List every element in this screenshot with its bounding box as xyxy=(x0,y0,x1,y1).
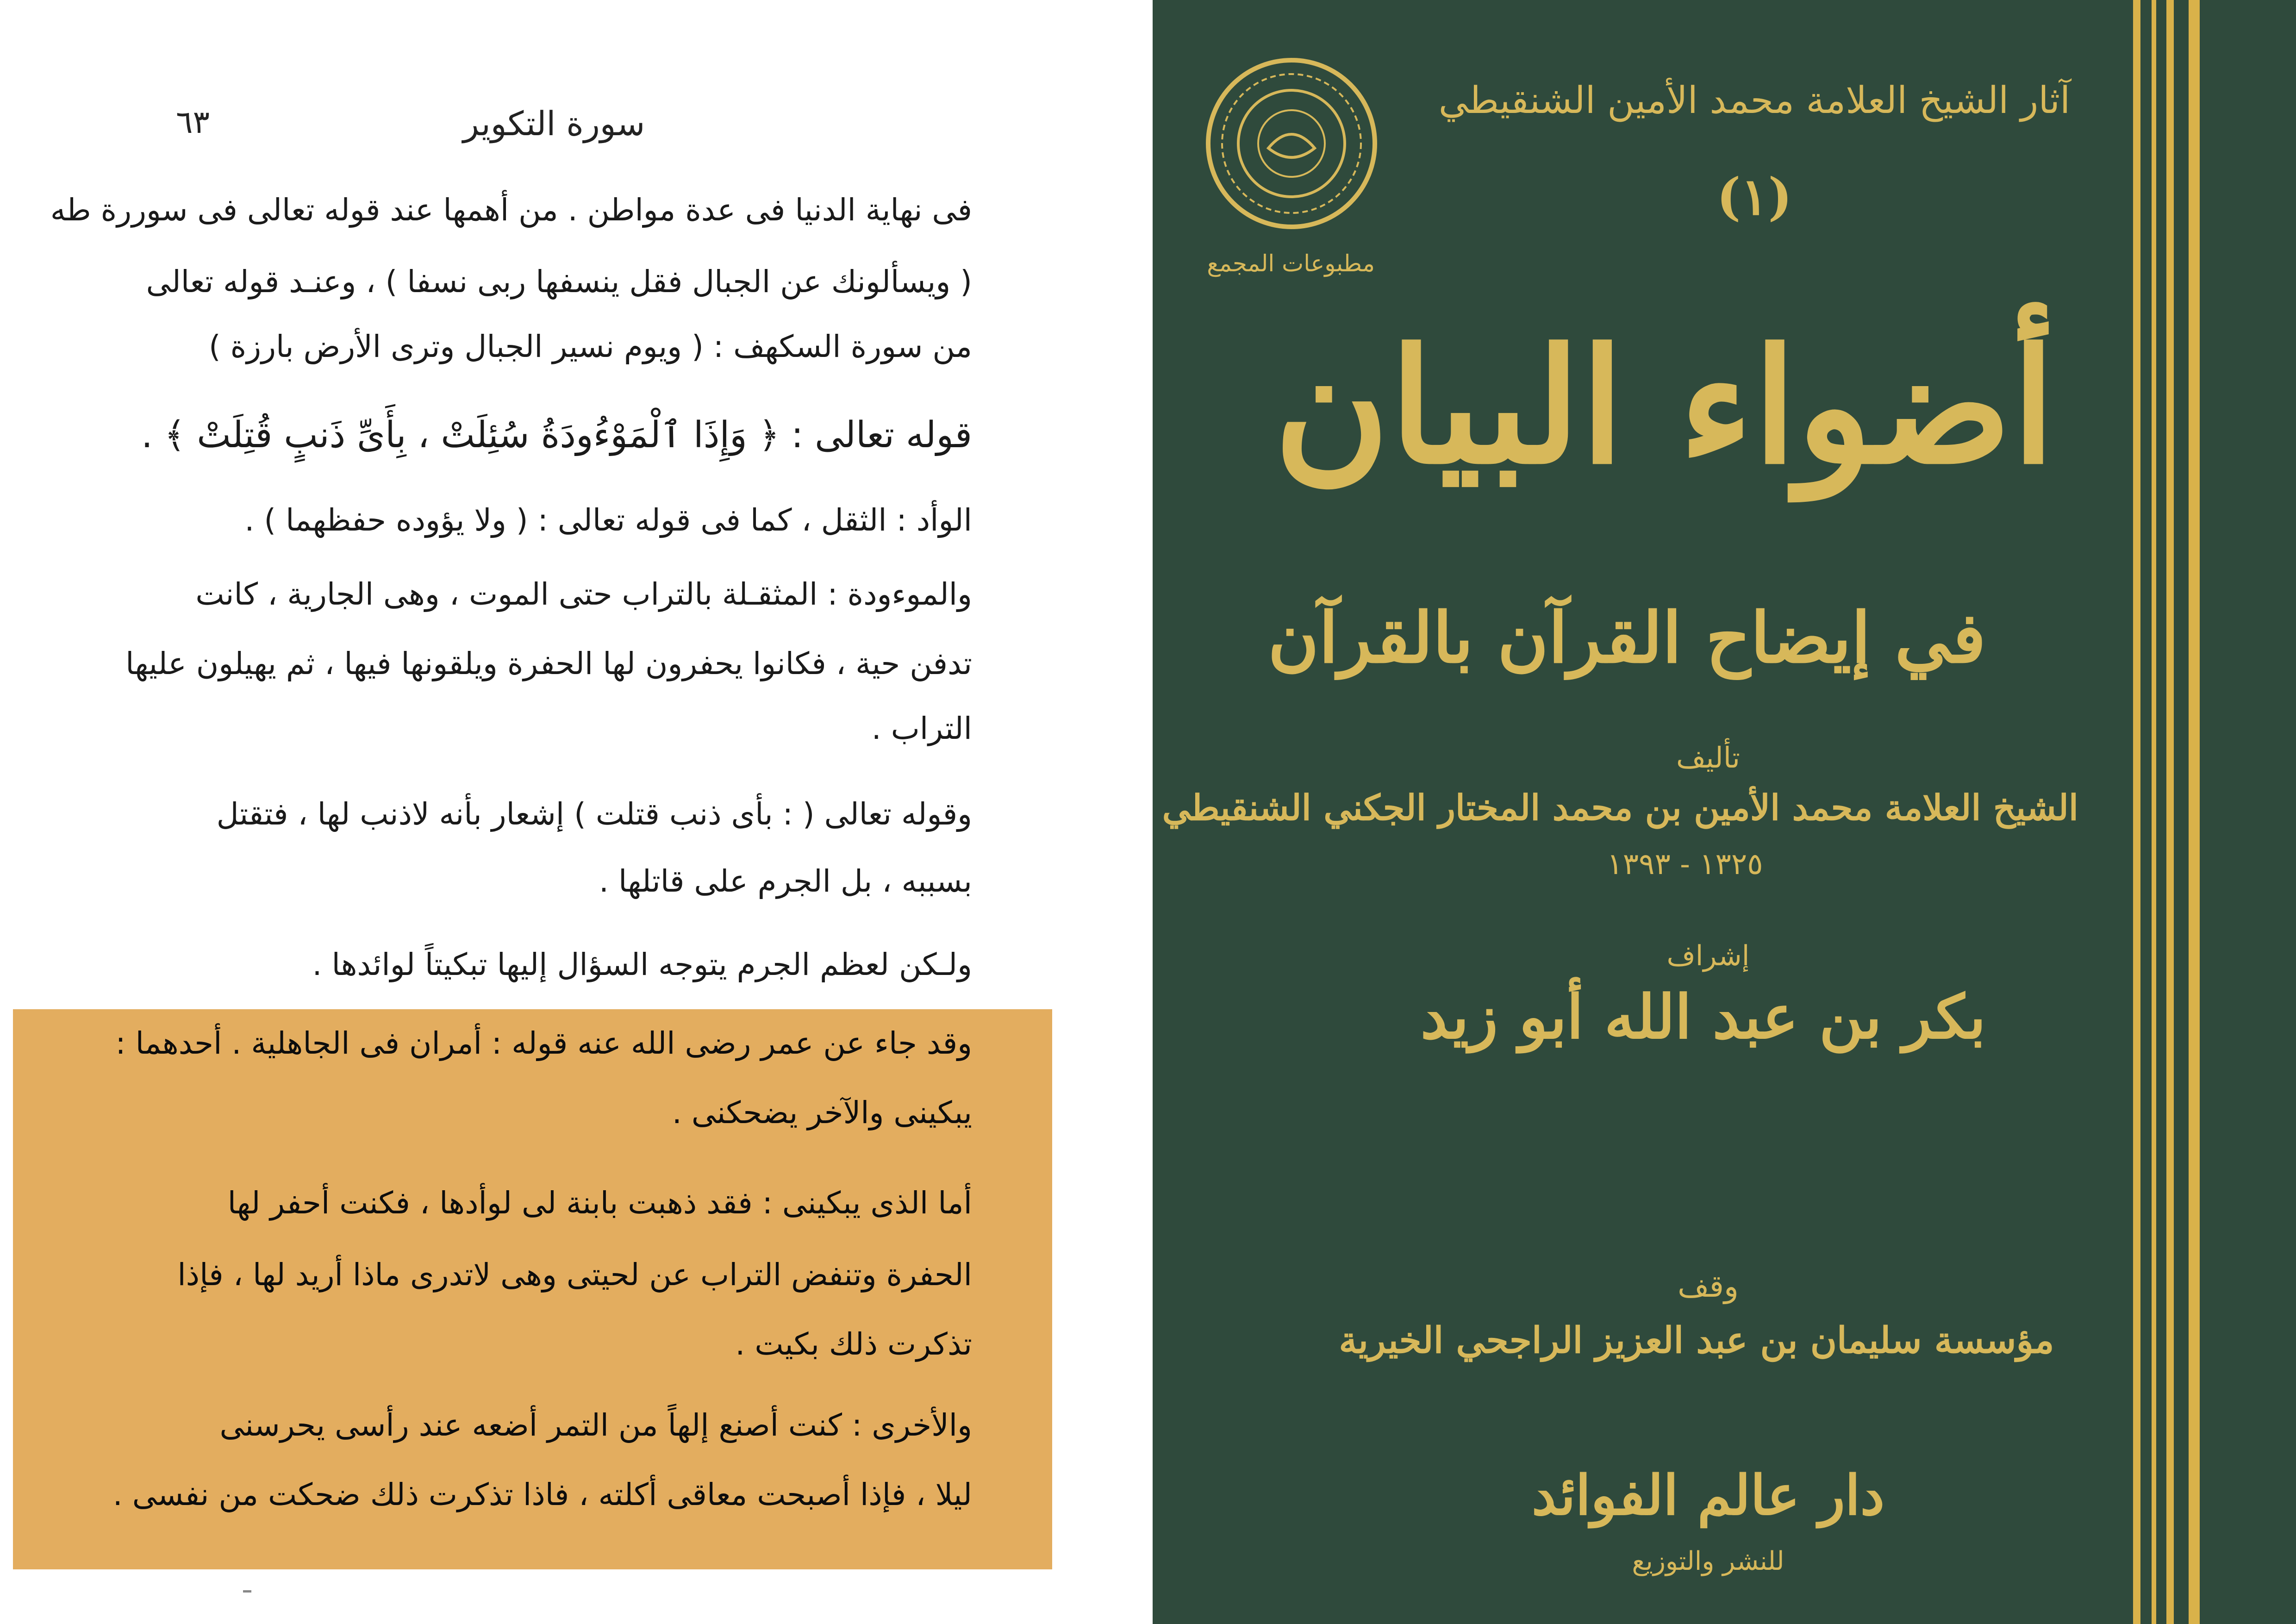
book-cover xyxy=(1153,0,2296,1624)
gold-stripe xyxy=(2189,0,2200,1624)
highlighted-line: والأخرى : كنت أصنع إلهاً من التمر أضعه عند رأسى يحرسنى xyxy=(219,1407,972,1443)
text-line: تدفن حية ، فكانوا يحفرون لها الحفرة ويلقونها فيها ، ثم يهيلون عليها xyxy=(125,646,972,681)
text-line: فى نهاية الدنيا فى عدة مواطن . من أهمها عند قوله تعالى فى سوررة طه xyxy=(50,192,972,228)
scan-mark xyxy=(243,1590,251,1593)
publisher-name: دار عالم الفوائد xyxy=(1531,1463,1885,1527)
author-label: تأليف xyxy=(1676,741,1740,775)
text-line: التراب . xyxy=(871,711,972,746)
text-line: ( ويسألونك عن الجبال فقل ينسفها ربى نسفا ) ، وعنـد قوله تعالى xyxy=(146,264,972,300)
volume-number: (١) xyxy=(1716,167,1792,226)
highlighted-line: يبكينى والآخر يضحكنى . xyxy=(672,1095,972,1131)
seal-caption: مطبوعات المجمع xyxy=(1207,250,1375,277)
highlighted-line: ليلا ، فإذا أصبحت معاقى أكلته ، فاذا تذكرت ذلك ضحكت من نفسى . xyxy=(112,1477,972,1512)
book-page xyxy=(0,0,1065,1624)
supervision-label: إشراف xyxy=(1666,940,1750,972)
gold-stripe xyxy=(2133,0,2140,1624)
text-line: ولـكن لعظم الجرم يتوجه السؤال إليها تبكيتاً لوائدها . xyxy=(312,947,972,982)
text-line: والموءودة : المثقـلة بالتراب حتى الموت ، وهى الجارية ، كانت xyxy=(195,576,972,612)
surah-title: سورة التكوير xyxy=(463,104,645,143)
page-header xyxy=(139,104,972,160)
highlighted-line: تذكرت ذلك بكيت . xyxy=(735,1326,972,1362)
series-title: آثار الشيخ العلامة محمد الأمين الشنقيطي xyxy=(1438,79,2071,122)
highlighted-line: أما الذى يبكينى : فقد ذهبت بابنة لى لوأدها ، فكنت أحفر لها xyxy=(227,1185,972,1221)
highlighted-line: الحفرة وتنفض التراب عن لحيتى وهى لاتدرى ماذا أريد لها ، فإذا xyxy=(177,1257,972,1293)
book-title: أضواء البيان xyxy=(1273,314,2055,499)
text-line: وقوله تعالى ( : بأى ذنب قتلت ) إشعار بأنه لاذنب لها ، فتقتل xyxy=(216,796,972,832)
supervisor-name: بكر بن عبد الله أبو زيد xyxy=(1420,981,1986,1052)
book-subtitle: في إيضاح القرآن بالقرآن xyxy=(1268,597,1986,679)
endowment-label: وقف xyxy=(1678,1268,1739,1304)
seal-emblem xyxy=(1199,51,1384,236)
gold-stripe xyxy=(2166,0,2174,1624)
text-line: بسببه ، بل الجرم على قاتلها . xyxy=(599,863,972,899)
publisher-subtitle: للنشر والتوزيع xyxy=(1632,1546,1784,1576)
text-line: الوأد : الثقل ، كما فى قوله تعالى : ( ولا يؤوده حفظهما ) . xyxy=(244,502,972,538)
author-dates: ١٣٢٥ - ١٣٩٣ xyxy=(1607,847,1763,881)
quran-verse: قوله تعالى : ﴿ وَإِذَا ٱلْمَوْءُودَةُ سُئِلَتْ ، بِأَىِّ ذَنبٍ قُتِلَتْ ﴾ . xyxy=(141,414,972,456)
author-name: الشيخ العلامة محمد الأمين بن محمد المختار الجكني الشنقيطي xyxy=(1162,787,2078,828)
page-number: ٦٣ xyxy=(176,104,210,141)
highlighted-line: وقد جاء عن عمر رضى الله عنه قوله : أمران فى الجاهلية . أحدهما : xyxy=(115,1025,972,1061)
gold-stripe xyxy=(2152,0,2156,1624)
text-line: من سورة السكهف : ( ويوم نسير الجبال وترى الأرض بارزة ) xyxy=(208,329,972,364)
endowment-name: مؤسسة سليمان بن عبد العزيز الراجحي الخيرية xyxy=(1339,1319,2054,1362)
